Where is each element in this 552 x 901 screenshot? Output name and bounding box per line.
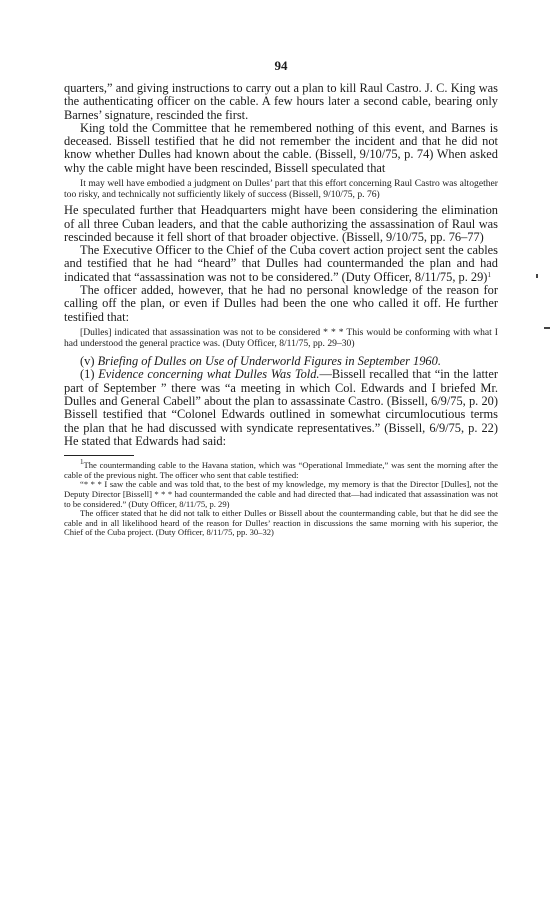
footnote-ref-1: 1: [487, 270, 491, 279]
paragraph-king-testimony: King told the Committee that he remembered nothing of this event, and Barnes is deceased. Bissell testified that he did not remember the incident and that he did not know whether Dulles had known about the cable. (Bissell, 9/10/75, p. 74) When asked why the cable might have been rescinded, Bissell speculated that: [64, 120, 498, 175]
subsection-number: (1): [80, 367, 95, 382]
margin-scan-mark: [536, 274, 538, 278]
paragraph-continued: quarters,” and giving instructions to carry out a plan to kill Raul Castro. J. C. King was the authenticating officer on the cable. A few hours later a second cable, bearing only Barnes’ signature, rescinded the first.: [64, 81, 498, 122]
paragraph-headquarters: [64, 204, 498, 244]
margin-scan-dash: [544, 327, 550, 329]
section-heading-title: Briefing of Dulles on Use of Underworld Figures in September 1960.: [97, 354, 441, 369]
footnote-1: [64, 458, 498, 480]
paragraph-executive-officer: [64, 244, 498, 284]
footnote-1-mark: 1: [80, 458, 84, 467]
section-heading: [64, 355, 498, 368]
document-page: [64, 58, 498, 538]
block-quote-duty-officer: [Dulles] indicated that assassination was not to be considered * * * This would be conforming with what I had understood the general practice was. (Duty Officer, 8/11/75, pp. 29–30): [64, 326, 498, 349]
footnote-1-continued: The officer stated that he did not talk to either Dulles or Bissell about the countermanding cable, but that he did see the cable and in all likelihood heard of the reason for Dulles’ reaction in discussions the same morning with his superior, the Chief of the Cuba project. (Duty Officer, 8/11/75, pp. 30–32): [64, 508, 498, 538]
footnote-1-quote: “* * * I saw the cable and was told that, to the best of my knowledge, my memory is that the Director [Dulles], not the Deputy Director [Bissell] * * * had countermanded the cable and had directed that—had indicated that assassination was not to be considered.” (Duty Officer, 8/11/75, p. 29): [64, 479, 498, 509]
subsection-title: Evidence concerning what Dulles Was Told.: [98, 367, 320, 382]
footnote-divider: [64, 455, 134, 456]
paragraph-headquarters-text: He speculated further that Headquarters might have been considering the elimination of all three Cuban leaders, and that the cable authorizing the assassination of Raul was rescinded because it fell short of that broader objective. (Bissell, 9/10/75, pp. 76–77): [64, 203, 498, 244]
paragraph-officer-added: The officer added, however, that he had no personal knowledge of the reason for calling off the plan, or even if Dulles had been the one who called it off. He further testified that:: [64, 283, 498, 324]
block-quote-bissell: It may well have embodied a judgment on Dulles’ part that this effort concerning Raul Castro was altogether too risky, and technically not sufficiently likely of success (Bissell, 9/10/75, p. 76): [64, 178, 498, 200]
subsection-paragraph: [64, 368, 498, 448]
subsection-text: —Bissell recalled that “in the latter part of September ” there was “a meeting in which Col. Edwards and I briefed Mr. Dulles and General Cabell” about the plan to assassinate Castro. (Bissell, 6/9/75, p. 20) Bissell testified that “Colonel Edwards outlined in somewhat circumlocutious terms the plan that he had discussed with syndicate representatives.” (Bissell, 6/9/75, p. 22) He stated that Edwards had said:: [64, 367, 498, 448]
paragraph-executive-officer-text: The Executive Officer to the Chief of the Cuba covert action project sent the cables and testified that he had “heard” that Dulles had countermanded the plan and had indicated that “assassination was not to be considered.” (Duty Officer, 8/11/75, p. 29): [64, 243, 498, 284]
page-number: 94: [274, 58, 288, 73]
section-heading-number: (v): [80, 354, 95, 369]
footnote-1-text: The countermanding cable to the Havana station, which was “Operational Immediate,” was sent the morning after the cable of the previous night. The officer who sent that cable testified:: [64, 460, 498, 480]
